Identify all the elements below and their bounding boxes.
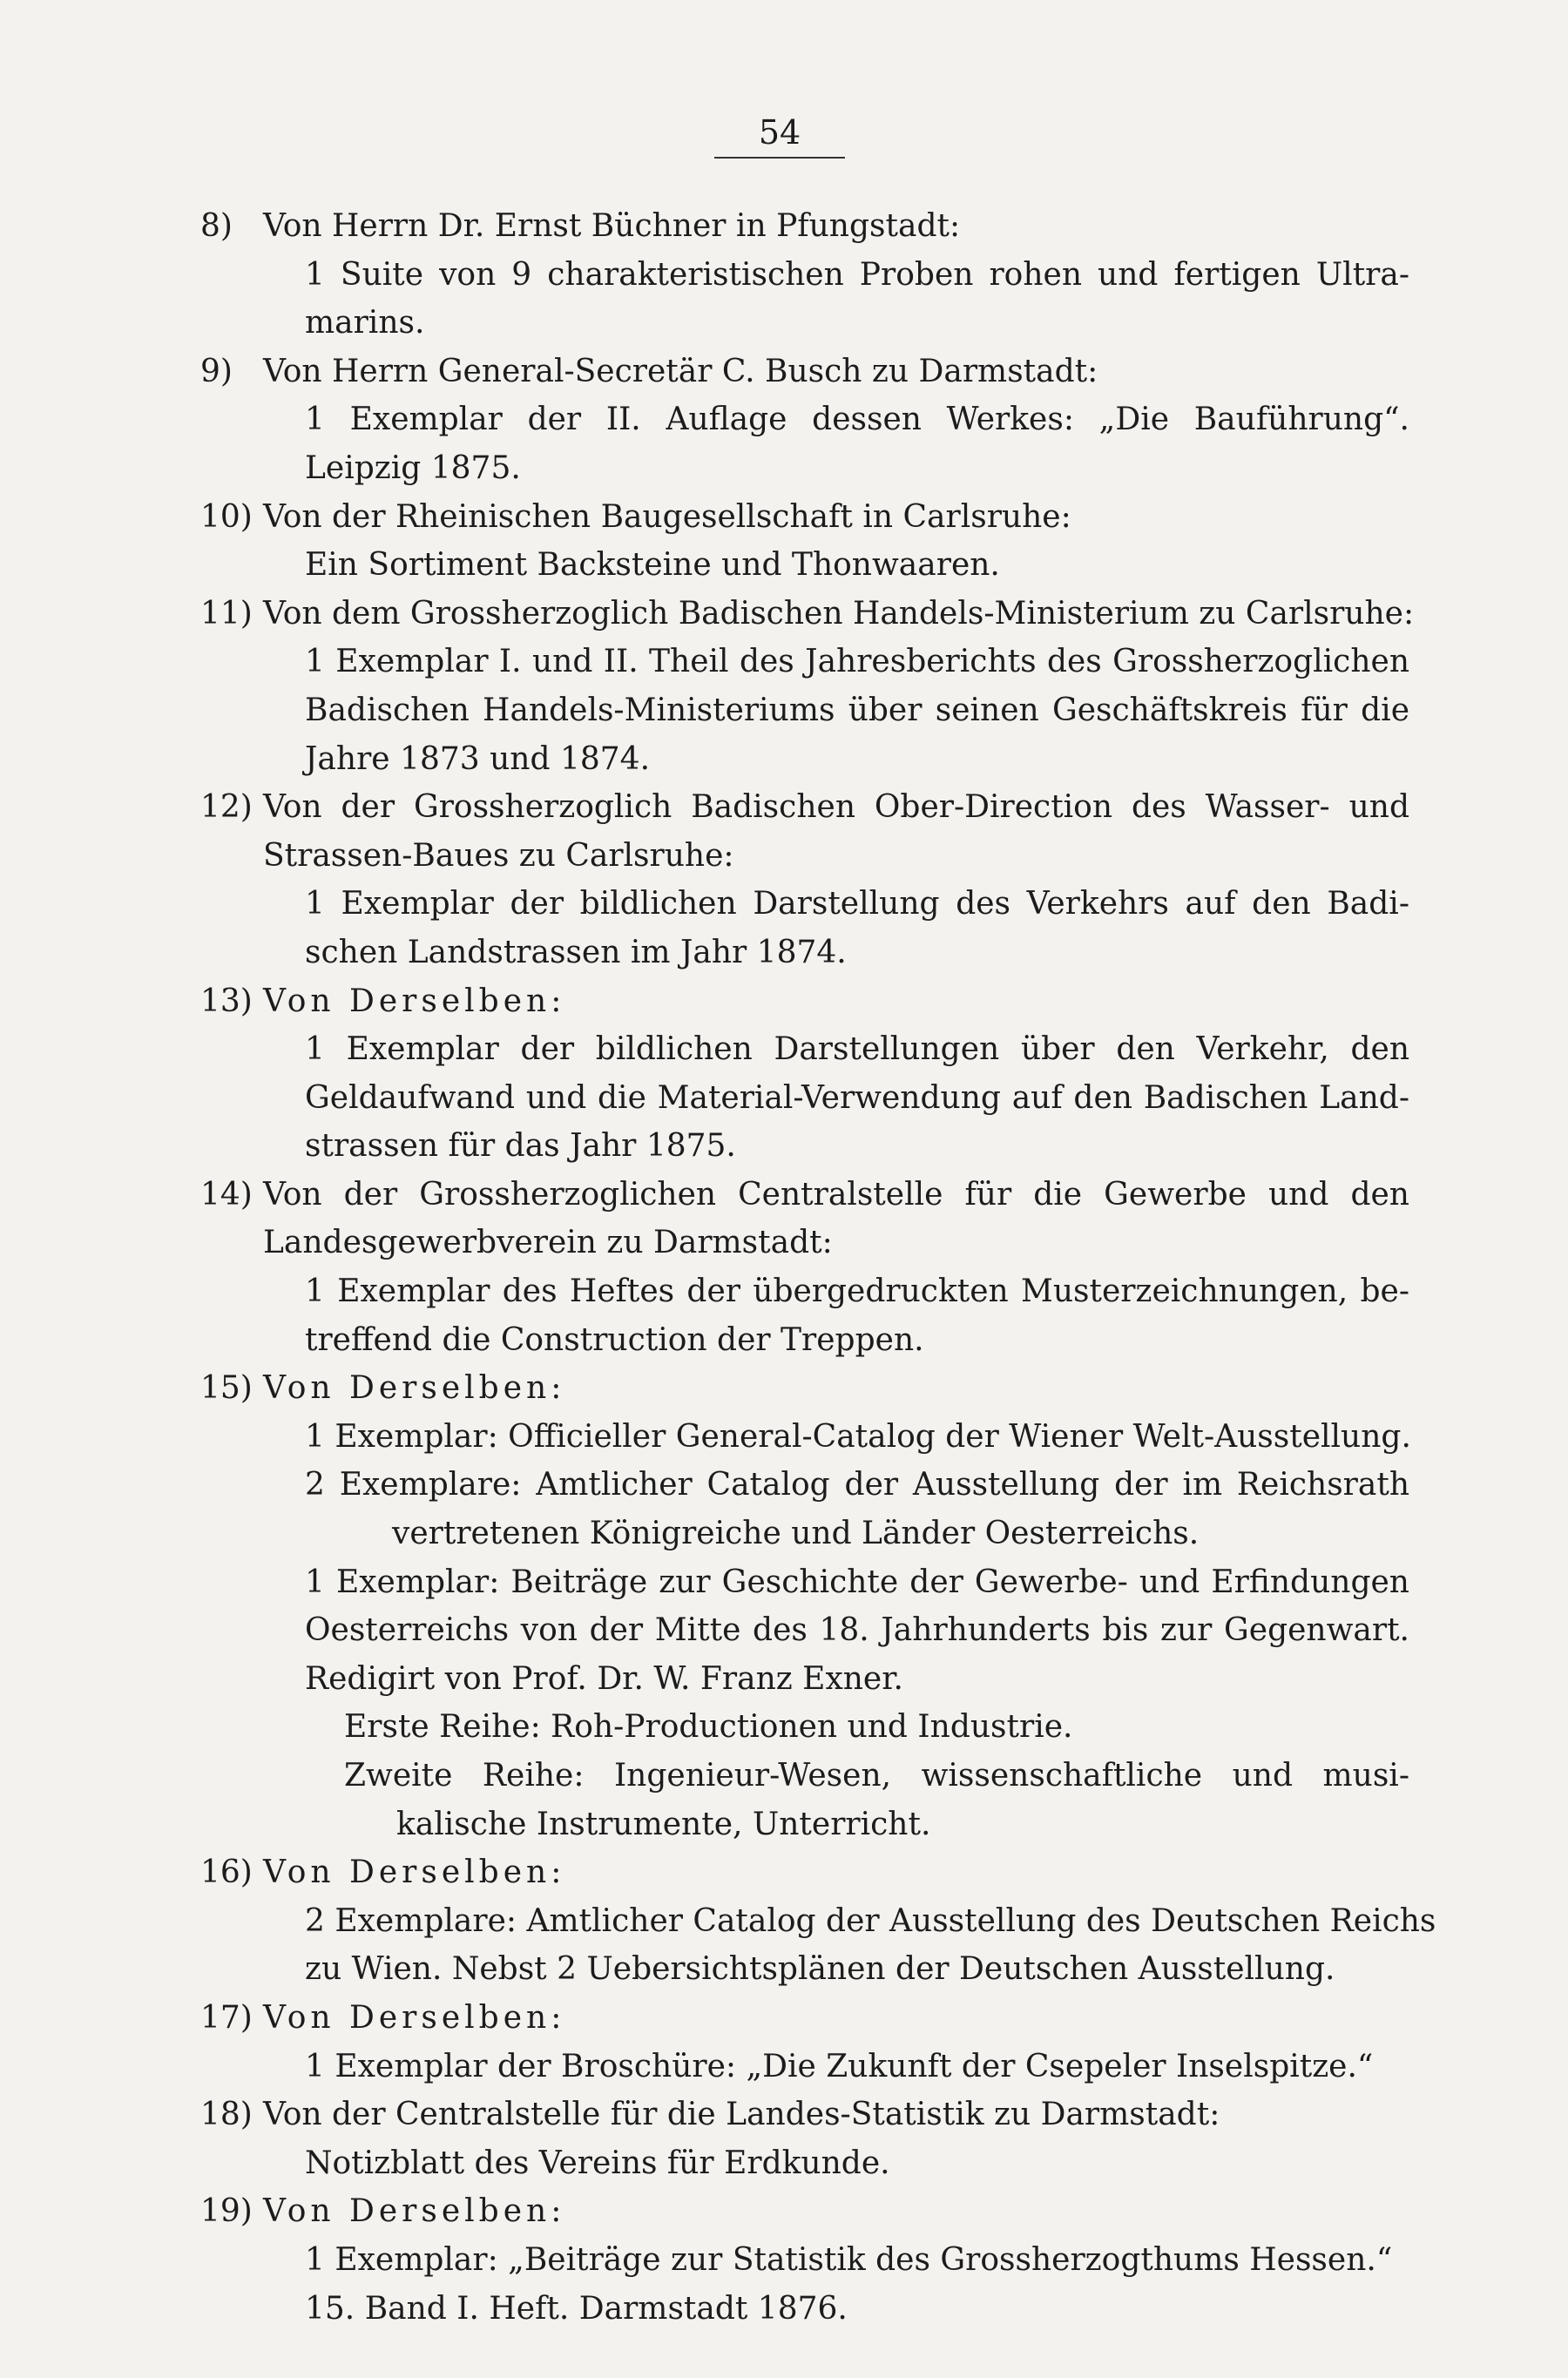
entry-19-item-line: 15. Band I. Heft. Darmstadt 1876. <box>305 2290 848 2327</box>
entry-9-number: 9) <box>200 353 233 389</box>
donation-list <box>200 202 1436 2333</box>
entry-17-heading <box>200 1994 1409 2043</box>
entry-18-heading <box>200 2091 1409 2139</box>
entry-9-donor: Von Herrn General-Secretär C. Busch zu Darmstadt: <box>263 353 1098 389</box>
entry-11-item-line: 1 Exemplar I. und II. Theil des Jahresberichts des Grossherzoglichen <box>305 644 1409 680</box>
entry-14-heading-continued: Landesgewerbverein zu Darmstadt: <box>263 1225 833 1261</box>
entry-9-heading <box>200 348 1409 396</box>
entry-19-item-line: 1 Exemplar: „Beiträge zur Statistik des Grossherzogthums Hessen.“ <box>305 2241 1393 2278</box>
entry-11-heading <box>200 590 1415 638</box>
entry-14-heading <box>200 1171 1409 1219</box>
entry-11-item-line: Badischen Handels-Ministeriums über seinen Geschäftskreis für die <box>305 692 1409 728</box>
entry-17-number: 17) <box>200 1999 253 2036</box>
entry-15-series-line: Zweite Reihe: Ingenieur-Wesen, wissenschaftliche und musi- <box>344 1758 1409 1794</box>
entry-13-item-line: strassen für das Jahr 1875. <box>305 1128 736 1165</box>
entry-13-heading <box>200 977 1409 1026</box>
entry-17-donor: Von Derselben: <box>263 1999 566 2036</box>
entry-16-number: 16) <box>200 1854 253 1891</box>
entry-13-donor: Von Derselben: <box>263 983 566 1019</box>
page-number-rule <box>714 157 845 159</box>
entry-15-number: 15) <box>200 1370 253 1407</box>
entry-17-item-line: 1 Exemplar der Broschüre: „Die Zukunft der Csepeler Inselspitze.“ <box>305 2048 1374 2084</box>
entry-19-donor: Von Derselben: <box>263 2193 566 2230</box>
entry-15-item-line: vertretenen Königreiche und Länder Oesterreichs. <box>392 1516 1200 1552</box>
entry-13-item-line: Geldaufwand und die Material-Verwendung auf den Badischen Land- <box>305 1079 1409 1116</box>
entry-15-item-line: Redigirt von Prof. Dr. W. Franz Exner. <box>305 1660 903 1697</box>
entry-14-number: 14) <box>200 1176 253 1213</box>
entry-10-heading <box>200 493 1409 542</box>
entry-10-number: 10) <box>200 498 253 535</box>
entry-12-item-line: schen Landstrassen im Jahr 1874. <box>305 934 847 970</box>
page-number: 54 <box>758 113 801 152</box>
entry-15-item-line: Oesterreichs von der Mitte des 18. Jahrhunderts bis zur Gegenwart. <box>305 1612 1409 1649</box>
entry-9-item-line: Leipzig 1875. <box>305 449 521 486</box>
entry-16-item-line: zu Wien. Nebst 2 Uebersichtsplänen der Deutschen Ausstellung. <box>305 1951 1335 1988</box>
entry-18-number: 18) <box>200 2097 253 2133</box>
entry-19-heading <box>200 2187 1409 2236</box>
entry-13-item-line: 1 Exemplar der bildlichen Darstellungen über den Verkehr, den <box>305 1031 1409 1068</box>
entry-8-item-line: marins. <box>305 305 425 341</box>
entry-16-item-line: 2 Exemplare: Amtlicher Catalog der Ausstellung des Deutschen Reichs <box>305 1902 1436 1939</box>
entry-12-number: 12) <box>200 789 253 826</box>
entry-15-item-line: 2 Exemplare: Amtlicher Catalog der Ausstellung der im Reichsrath <box>305 1467 1409 1503</box>
entry-19-number: 19) <box>200 2193 253 2230</box>
entry-15-donor: Von Derselben: <box>263 1370 566 1407</box>
entry-10-item-line: Ein Sortiment Backsteine und Thonwaaren. <box>305 547 1000 584</box>
entry-18-item-line: Notizblatt des Vereins für Erdkunde. <box>305 2145 890 2181</box>
entry-8-donor: Von Herrn Dr. Ernst Büchner in Pfungstadt: <box>263 208 961 244</box>
entry-8-number: 8) <box>200 208 233 244</box>
entry-8-item-line: 1 Suite von 9 charakteristischen Proben rohen und fertigen Ultra- <box>305 256 1409 293</box>
entry-12-donor: Von der Grossherzoglich Badischen Ober-Direction des Wasser- und <box>263 789 1409 826</box>
entry-13-number: 13) <box>200 983 253 1019</box>
entry-15-item-line: 1 Exemplar: Beiträge zur Geschichte der Gewerbe- und Erfindungen <box>305 1564 1409 1600</box>
entry-12-heading <box>200 783 1409 832</box>
entry-15-series-line: Erste Reihe: Roh-Productionen und Industrie. <box>344 1709 1073 1746</box>
entry-11-item-line: Jahre 1873 und 1874. <box>305 740 651 777</box>
entry-9-item-line: 1 Exemplar der II. Auflage dessen Werkes: „Die Bauführung“. <box>305 402 1409 438</box>
entry-8-heading <box>200 202 1409 251</box>
entry-14-item-line: treffend die Construction der Treppen. <box>305 1321 924 1358</box>
entry-16-heading <box>200 1848 1409 1897</box>
entry-12-item-line: 1 Exemplar der bildlichen Darstellung des Verkehrs auf den Badi- <box>305 886 1409 922</box>
entry-11-donor: Von dem Grossherzoglich Badischen Handels-Ministerium zu Carlsruhe: <box>263 595 1415 632</box>
entry-12-heading-continued: Strassen-Baues zu Carlsruhe: <box>263 837 734 874</box>
entry-14-item-line: 1 Exemplar des Heftes der übergedruckten Musterzeichnungen, be- <box>305 1273 1409 1310</box>
entry-16-donor: Von Derselben: <box>263 1854 566 1891</box>
entry-14-donor: Von der Grossherzoglichen Centralstelle für die Gewerbe und den <box>263 1176 1409 1213</box>
entry-18-donor: Von der Centralstelle für die Landes-Statistik zu Darmstadt: <box>263 2097 1220 2133</box>
entry-15-item-line: 1 Exemplar: Officieller General-Catalog der Wiener Welt-Ausstellung. <box>305 1418 1411 1455</box>
entry-15-series-line: kalische Instrumente, Unterricht. <box>396 1806 931 1842</box>
entry-10-donor: Von der Rheinischen Baugesellschaft in Carlsruhe: <box>263 498 1071 535</box>
entry-11-number: 11) <box>200 595 253 632</box>
entry-15-heading <box>200 1364 1409 1413</box>
